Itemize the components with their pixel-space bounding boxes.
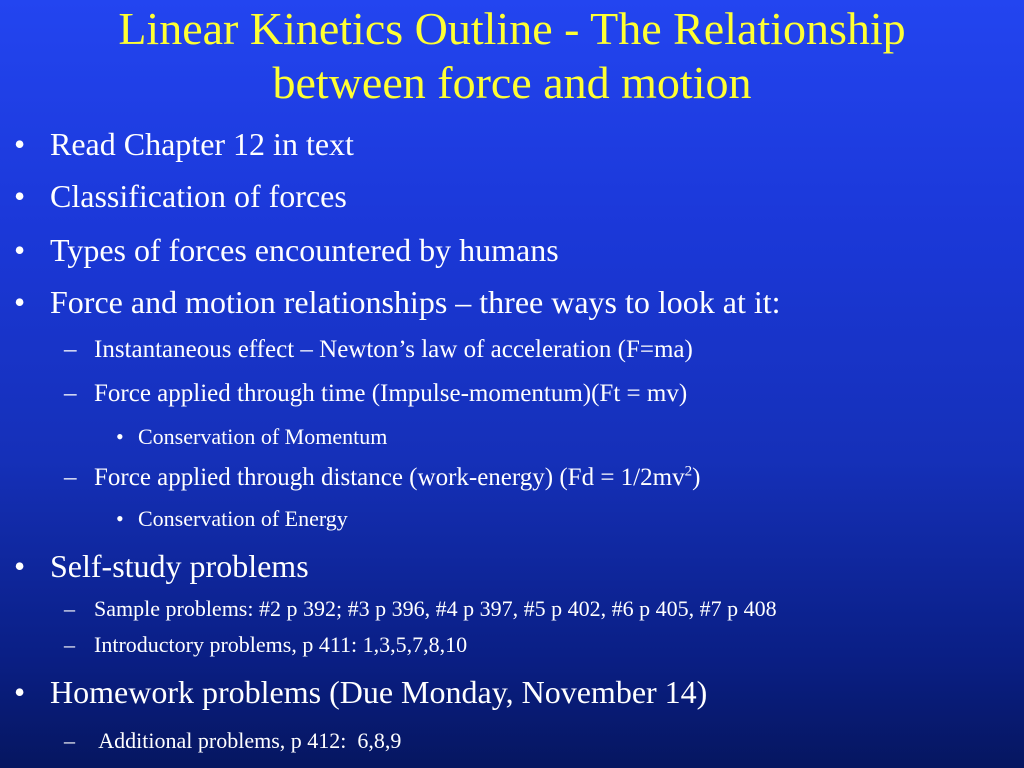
dash-glyph: – — [64, 464, 77, 491]
bullet-glyph: • — [14, 126, 26, 162]
bullet-text: Homework problems (Due Monday, November 14) — [50, 674, 708, 710]
sub-item-text: Introductory problems, p 411: 1,3,5,7,8,10 — [94, 632, 468, 657]
dash-glyph: – — [64, 380, 77, 407]
bullet-glyph: • — [14, 232, 26, 268]
slide-title-line-1: Linear Kinetics Outline - The Relationship — [118, 3, 906, 54]
bullet-glyph: • — [116, 424, 124, 449]
slide-title — [0, 2, 1024, 110]
bullet-glyph: • — [14, 284, 26, 320]
slide-title-line-2: between force and motion — [272, 57, 752, 108]
dash-glyph: – — [64, 596, 75, 621]
exponent: 2 — [684, 463, 693, 480]
bullet-text: Force and motion relationships – three ways to look at it: — [50, 284, 781, 320]
sub-sub-item-text: Conservation of Momentum — [138, 424, 388, 449]
sub-sub-item-text: Conservation of Energy — [138, 506, 348, 531]
sub-item-text: Instantaneous effect – Newton’s law of acceleration (F=ma) — [94, 336, 693, 363]
bullet-glyph: • — [14, 674, 26, 710]
bullet-text: Read Chapter 12 in text — [50, 126, 354, 162]
dash-glyph: – — [64, 728, 75, 753]
bullet-text: Classification of forces — [50, 178, 347, 214]
sub-item-text: Sample problems: #2 p 392; #3 p 396, #4 p 397, #5 p 402, #6 p 405, #7 p 408 — [94, 596, 777, 621]
bullet-text: Self-study problems — [50, 548, 309, 584]
bullet-glyph: • — [14, 548, 26, 584]
sub-item-text: Force applied through time (Impulse-momentum)(Ft = mv) — [94, 380, 688, 407]
bullet-glyph: • — [14, 178, 26, 214]
formula-text: Force applied through distance (work-energy) (Fd = 1/2mv — [94, 464, 685, 491]
dash-glyph: – — [64, 632, 75, 657]
bullet-text: Types of forces encountered by humans — [50, 232, 559, 268]
bullet-glyph: • — [116, 506, 124, 531]
sub-item-text — [94, 464, 700, 492]
dash-glyph: – — [64, 336, 77, 363]
formula-close: ) — [692, 464, 701, 491]
sub-item-text: Additional problems, p 412: 6,8,9 — [94, 728, 402, 753]
